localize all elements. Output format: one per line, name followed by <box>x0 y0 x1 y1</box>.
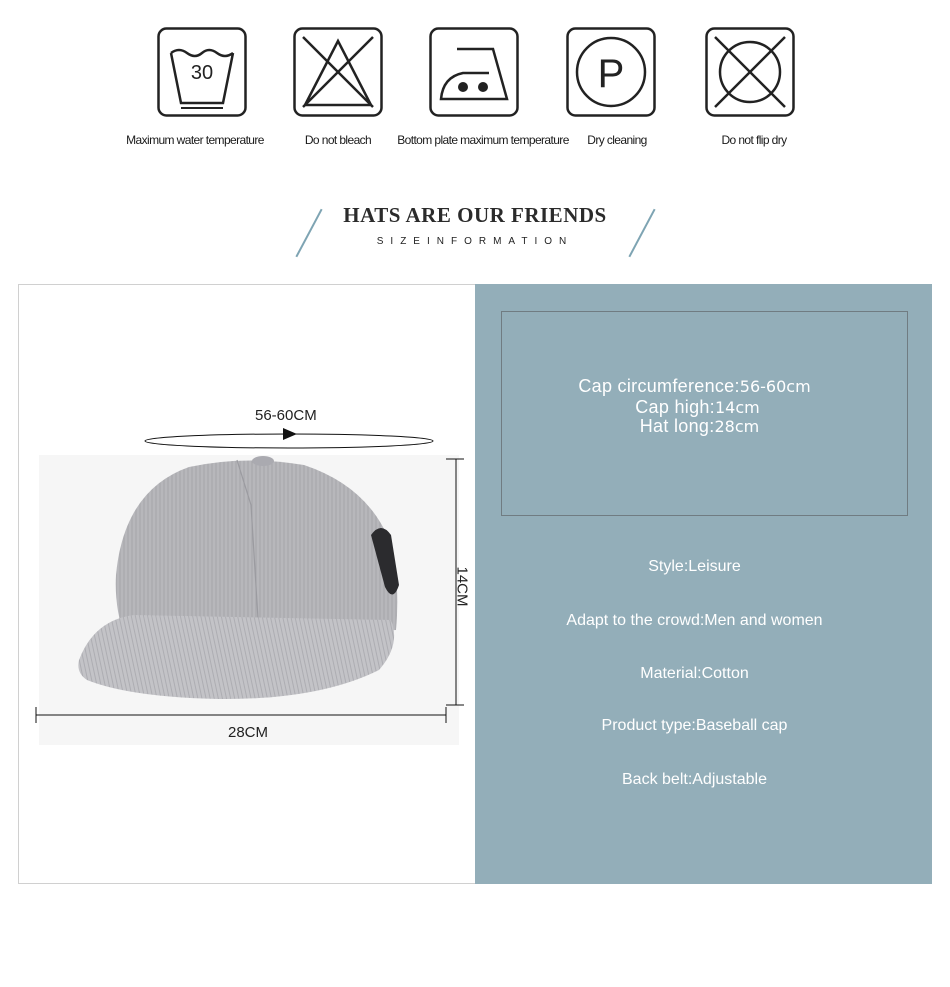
care-label-do-not-bleach: Do not bleach <box>304 133 372 147</box>
attr-crowd: Adapt to the crowd:Men and women <box>566 612 823 629</box>
care-label-water-temperature: Maximum water temperature <box>126 133 264 147</box>
height-label: 14CM <box>453 566 471 607</box>
spec-circumference <box>491 376 898 397</box>
wash-30-icon <box>157 27 247 117</box>
dry-clean-p-icon <box>566 27 656 117</box>
care-label-do-not-tumble-dry: Do not flip dry <box>721 133 787 147</box>
spec-height-value: 14cm <box>715 398 760 417</box>
attr-back-belt: Back belt:Adjustable <box>622 771 767 788</box>
length-label: 28CM <box>228 724 269 741</box>
heading-title: HATS ARE OUR FRIENDS <box>343 203 607 227</box>
spec-length-key: Hat long: <box>639 416 715 436</box>
care-label-iron-temperature: Bottom plate maximum temperature <box>397 133 569 147</box>
spec-height-key: Cap high: <box>635 397 715 417</box>
care-label-dry-cleaning: Dry cleaning <box>587 133 647 147</box>
spec-length <box>496 416 903 437</box>
heading-subtitle: SIZEINFORMATION <box>376 236 574 247</box>
spec-height <box>494 397 901 418</box>
spec-circumference-value: 56-60cm <box>739 377 811 396</box>
do-not-tumble-dry-icon <box>705 27 795 117</box>
svg-text:30: 30 <box>190 62 214 84</box>
cap-image <box>19 285 475 883</box>
spec-circumference-key: Cap circumference: <box>578 376 740 396</box>
svg-text:P: P <box>597 52 625 96</box>
circumference-label: 56-60CM <box>255 407 317 424</box>
spec-length-value: 28cm <box>714 417 760 436</box>
do-not-bleach-icon <box>293 27 383 117</box>
attr-style: Style:Leisure <box>648 558 741 575</box>
iron-two-dots-icon <box>429 27 519 117</box>
attr-material: Material:Cotton <box>640 665 749 682</box>
attr-product-type: Product type:Baseball cap <box>601 717 788 734</box>
